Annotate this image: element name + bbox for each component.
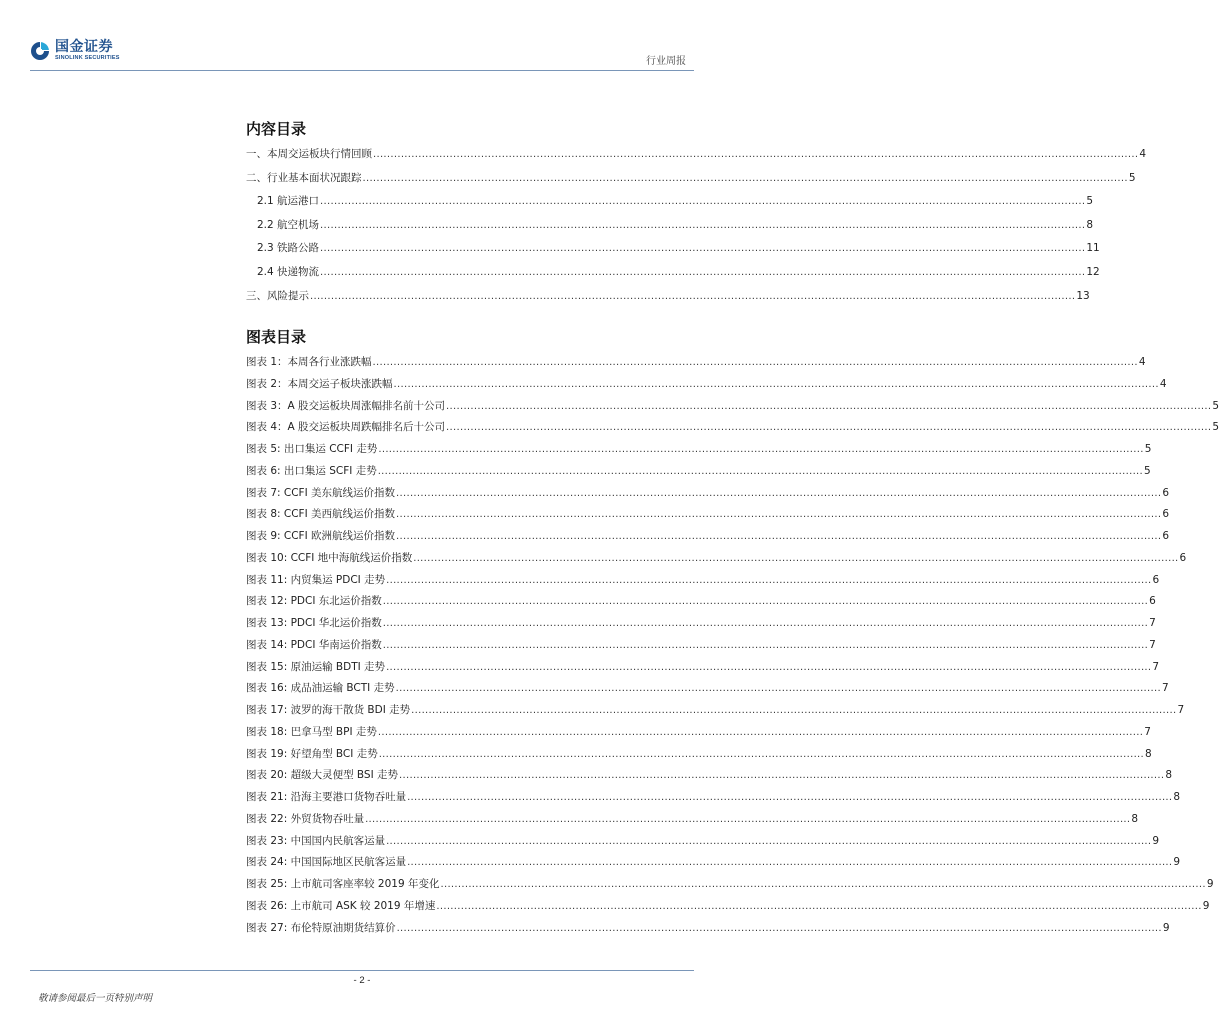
- figure-entry-label[interactable]: 图表 21: 沿海主要港口货物吞吐量: [246, 791, 407, 803]
- figure-entry[interactable]: [246, 593, 1156, 615]
- figures-list: [246, 354, 1219, 941]
- contents-entry-label[interactable]: 二、行业基本面状况跟踪: [246, 171, 362, 184]
- figure-entry[interactable]: [246, 485, 1170, 507]
- dot-leader: ............................................................................................................................................................................................................................: [382, 639, 1149, 651]
- contents-entry-page[interactable]: 11: [1086, 242, 1100, 255]
- contents-title: 内容目录: [246, 120, 307, 138]
- figure-entry-page[interactable]: 9: [1173, 856, 1181, 869]
- figure-entry-page[interactable]: 8: [1165, 769, 1173, 782]
- dot-leader: ............................................................................................................................................................................................................................: [386, 835, 1152, 847]
- figure-entry[interactable]: [246, 506, 1170, 528]
- figure-entry-page[interactable]: 4: [1159, 377, 1167, 390]
- figure-entry-label[interactable]: 图表 24: 中国国际地区民航客运量: [246, 856, 407, 869]
- logo-name-en: SINOLINK SECURITIES: [55, 55, 120, 61]
- dot-leader: ............................................................................................................................................................................................................................: [320, 243, 1086, 255]
- figure-entry-page[interactable]: 8: [1145, 747, 1152, 760]
- figure-entry-page[interactable]: 9: [1202, 899, 1210, 912]
- figure-entry-label[interactable]: 图表 4：A 股交运板块周跌幅排名后十公司: [246, 421, 446, 434]
- figure-entry-label[interactable]: 图表 14: PDCI 华南运价指数: [246, 638, 382, 651]
- figure-entry[interactable]: [246, 463, 1151, 485]
- contents-entry[interactable]: [246, 170, 1136, 194]
- dot-leader: ............................................................................................................................................................................................................................: [399, 770, 1165, 782]
- dot-leader: ............................................................................................................................................................................................................................: [396, 531, 1162, 542]
- dot-leader: ............................................................................................................................................................................................................................: [393, 378, 1159, 390]
- dot-leader: ............................................................................................................................................................................................................................: [407, 857, 1173, 869]
- figure-entry[interactable]: [246, 876, 1214, 898]
- figure-entry-page[interactable]: 5: [1144, 443, 1152, 455]
- dot-leader: ............................................................................................................................................................................................................................: [386, 574, 1152, 586]
- figure-entry-label[interactable]: 图表 9: CCFI 欧洲航线运价指数: [246, 530, 396, 542]
- page-number: - 2 -: [353, 975, 371, 986]
- dot-leader: ............................................................................................................................................................................................................................: [382, 618, 1149, 629]
- figure-entry-label[interactable]: 图表 18: 巴拿马型 BPI 走势: [246, 725, 377, 738]
- contents-entry-page[interactable]: 8: [1086, 218, 1094, 231]
- figure-entry-label[interactable]: 图表 20: 超级大灵便型 BSI 走势: [246, 769, 399, 782]
- figure-entry[interactable]: [246, 833, 1160, 855]
- contents-entry-label[interactable]: 2.2 航空机场: [257, 218, 320, 231]
- figure-entry-page[interactable]: 9: [1206, 878, 1214, 890]
- footer-divider: [30, 970, 694, 971]
- dot-leader: ............................................................................................................................................................................................................................: [373, 149, 1139, 160]
- dot-leader: ............................................................................................................................................................................................................................: [413, 552, 1179, 564]
- figure-entry-page[interactable]: 8: [1173, 791, 1181, 803]
- figure-entry-page[interactable]: 5: [1212, 421, 1219, 434]
- contents-entry-label[interactable]: 三、风险提示: [246, 289, 309, 302]
- figure-entry-page[interactable]: 8: [1131, 812, 1139, 825]
- figure-entry[interactable]: [246, 528, 1170, 550]
- page-header: [0, 0, 724, 72]
- figure-entry-label[interactable]: 图表 2：本周交运子板块涨跌幅: [246, 377, 393, 390]
- figure-entry[interactable]: [246, 441, 1152, 463]
- contents-entry-label[interactable]: 2.1 航运港口: [257, 195, 320, 208]
- dot-leader: ............................................................................................................................................................................................................................: [378, 748, 1145, 760]
- contents-list: [246, 146, 1147, 311]
- figure-entry[interactable]: [246, 854, 1181, 876]
- dot-leader: ............................................................................................................................................................................................................................: [411, 705, 1177, 716]
- figure-entry-page[interactable]: 5: [1212, 399, 1219, 412]
- figure-entry-label[interactable]: 图表 26: 上市航司 ASK 较 2019 年增速: [246, 899, 436, 912]
- dot-leader: ............................................................................................................................................................................................................................: [362, 172, 1128, 184]
- logo-name-cn: 国金证券: [55, 39, 113, 55]
- figure-entry[interactable]: [246, 550, 1187, 572]
- figure-entry-label[interactable]: 图表 12: PDCI 东北运价指数: [246, 595, 382, 608]
- figure-entry[interactable]: [246, 572, 1160, 594]
- figure-entry-page[interactable]: 5: [1144, 464, 1151, 477]
- figure-entry-label[interactable]: 图表 15: 原油运输 BDTI 走势: [246, 660, 386, 673]
- figure-entry-page[interactable]: 6: [1162, 508, 1170, 521]
- contents-entry-page[interactable]: 13: [1076, 289, 1090, 302]
- dot-leader: ............................................................................................................................................................................................................................: [446, 400, 1212, 412]
- contents-entry-page[interactable]: 5: [1128, 171, 1136, 184]
- figure-entry-label[interactable]: 图表 13: PDCI 华北运价指数: [246, 617, 382, 629]
- figure-entry[interactable]: [246, 354, 1146, 376]
- dot-leader: ............................................................................................................................................................................................................................: [436, 900, 1202, 912]
- dot-leader: ............................................................................................................................................................................................................................: [310, 290, 1076, 302]
- disclaimer-text: 敬请参阅最后一页特别声明: [38, 993, 153, 1004]
- figure-entry-page[interactable]: 6: [1162, 530, 1170, 542]
- dot-leader: ............................................................................................................................................................................................................................: [320, 219, 1086, 231]
- dot-leader: ............................................................................................................................................................................................................................: [440, 879, 1206, 890]
- figure-entry-page[interactable]: 9: [1162, 921, 1170, 934]
- dot-leader: ............................................................................................................................................................................................................................: [377, 465, 1144, 477]
- figure-entry-label[interactable]: 图表 23: 中国国内民航客运量: [246, 834, 386, 847]
- contents-entry-label[interactable]: 2.4 快递物流: [257, 265, 320, 278]
- figure-entry-label[interactable]: 图表 3：A 股交运板块周涨幅排名前十公司: [246, 399, 446, 412]
- header-divider: [30, 70, 694, 71]
- contents-entry[interactable]: [246, 217, 1094, 241]
- figure-entry-label[interactable]: 图表 27: 布伦特原油期货结算价: [246, 921, 396, 934]
- figure-entry-label[interactable]: 图表 22: 外贸货物吞吐量: [246, 812, 365, 825]
- figure-entry[interactable]: [246, 724, 1151, 746]
- figure-entry-label[interactable]: 图表 25: 上市航司客座率较 2019 年变化: [246, 878, 440, 890]
- contents-entry[interactable]: [246, 288, 1090, 312]
- figure-entry-page[interactable]: 4: [1138, 356, 1146, 368]
- figure-entry-page[interactable]: 6: [1179, 551, 1187, 564]
- figure-entry[interactable]: [246, 419, 1219, 441]
- report-type-label: 行业周报: [646, 56, 686, 67]
- dot-leader: ............................................................................................................................................................................................................................: [320, 196, 1086, 208]
- figure-entry[interactable]: [246, 789, 1181, 811]
- dot-leader: ............................................................................................................................................................................................................................: [407, 792, 1173, 803]
- figure-entry-page[interactable]: 6: [1149, 595, 1156, 608]
- dot-leader: ............................................................................................................................................................................................................................: [395, 683, 1161, 695]
- dot-leader: ............................................................................................................................................................................................................................: [446, 422, 1212, 434]
- figure-entry-page[interactable]: 6: [1152, 573, 1160, 586]
- figure-entry-page[interactable]: 7: [1152, 660, 1160, 673]
- figure-entry[interactable]: [246, 637, 1156, 659]
- figure-entry[interactable]: [246, 811, 1139, 833]
- figure-entry-page[interactable]: 7: [1149, 638, 1156, 651]
- dot-leader: ............................................................................................................................................................................................................................: [382, 596, 1149, 608]
- figure-entry-label[interactable]: 图表 7: CCFI 美东航线运价指数: [246, 486, 396, 499]
- figure-entry-label[interactable]: 图表 17: 波罗的海干散货 BDI 走势: [246, 704, 411, 716]
- figure-entry-label[interactable]: 图表 10: CCFI 地中海航线运价指数: [246, 551, 413, 564]
- figure-entry-page[interactable]: 7: [1177, 704, 1185, 716]
- contents-entry-label[interactable]: 一、本周交运板块行情回顾: [246, 148, 372, 160]
- contents-entry[interactable]: [246, 264, 1100, 288]
- figure-entry[interactable]: [246, 746, 1152, 768]
- figure-entry[interactable]: [246, 659, 1160, 681]
- dot-leader: ............................................................................................................................................................................................................................: [396, 922, 1162, 934]
- dot-leader: ............................................................................................................................................................................................................................: [396, 487, 1162, 499]
- figure-entry[interactable]: [246, 615, 1156, 637]
- figure-entry-label[interactable]: 图表 6: 出口集运 SCFI 走势: [246, 464, 377, 477]
- dot-leader: ............................................................................................................................................................................................................................: [365, 813, 1131, 825]
- contents-entry-label[interactable]: 2.3 铁路公路: [257, 242, 320, 255]
- figure-entry-label[interactable]: 图表 19: 好望角型 BCI 走势: [246, 747, 378, 760]
- figure-entry-label[interactable]: 图表 16: 成品油运输 BCTI 走势: [246, 682, 395, 695]
- contents-entry[interactable]: [246, 146, 1147, 170]
- dot-leader: ............................................................................................................................................................................................................................: [377, 726, 1144, 738]
- sinolink-logo-icon: [30, 41, 50, 61]
- contents-entry-page[interactable]: 5: [1086, 195, 1094, 208]
- company-logo: [30, 40, 120, 62]
- dot-leader: ............................................................................................................................................................................................................................: [320, 266, 1086, 278]
- contents-entry-page[interactable]: 12: [1086, 265, 1100, 278]
- figure-entry-page[interactable]: 9: [1152, 834, 1160, 847]
- figure-entry[interactable]: [246, 920, 1170, 942]
- dot-leader: ............................................................................................................................................................................................................................: [372, 357, 1138, 368]
- figure-entry-page[interactable]: 7: [1161, 682, 1169, 695]
- figure-entry[interactable]: [246, 702, 1185, 724]
- dot-leader: ............................................................................................................................................................................................................................: [378, 444, 1144, 455]
- figure-entry-page[interactable]: 7: [1144, 725, 1151, 738]
- dot-leader: ............................................................................................................................................................................................................................: [386, 661, 1152, 673]
- figure-entry-page[interactable]: 7: [1149, 617, 1156, 629]
- contents-entry[interactable]: [246, 193, 1094, 217]
- figures-title: 图表目录: [246, 328, 307, 346]
- figure-entry-label[interactable]: 图表 1：本周各行业涨跌幅: [246, 356, 372, 368]
- figure-entry[interactable]: [246, 398, 1219, 420]
- figure-entry[interactable]: [246, 767, 1173, 789]
- figure-entry[interactable]: [246, 898, 1210, 920]
- figure-entry[interactable]: [246, 376, 1167, 398]
- figure-entry-label[interactable]: 图表 11: 内贸集运 PDCI 走势: [246, 573, 386, 586]
- figure-entry[interactable]: [246, 680, 1169, 702]
- dot-leader: ............................................................................................................................................................................................................................: [396, 509, 1162, 521]
- figure-entry-label[interactable]: 图表 8: CCFI 美西航线运价指数: [246, 508, 396, 521]
- figure-entry-page[interactable]: 6: [1162, 486, 1170, 499]
- figure-entry-label[interactable]: 图表 5: 出口集运 CCFI 走势: [246, 443, 378, 455]
- contents-entry-page[interactable]: 4: [1139, 148, 1147, 160]
- contents-entry[interactable]: [246, 240, 1100, 264]
